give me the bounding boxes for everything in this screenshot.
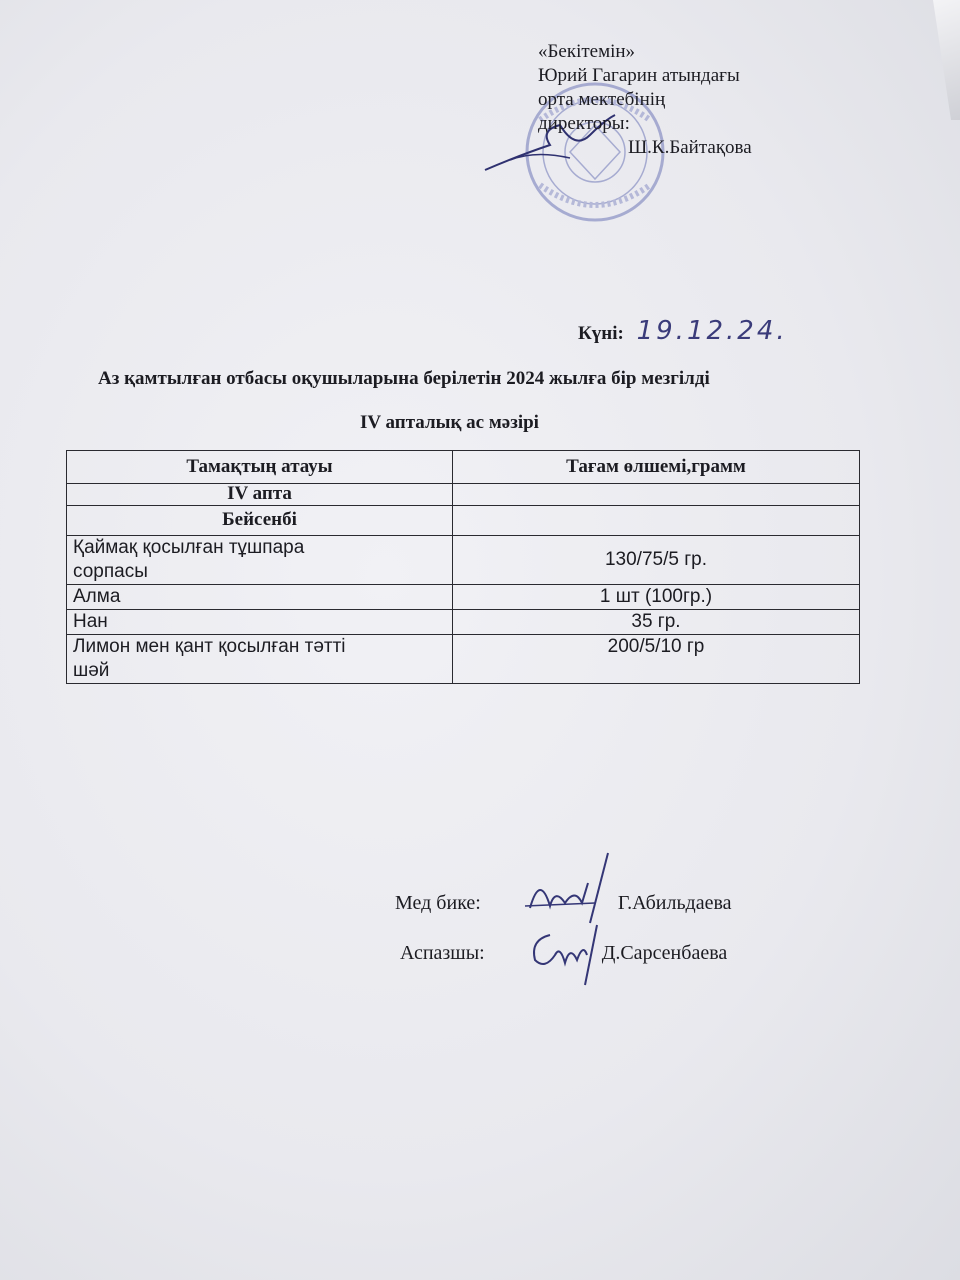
nurse-signature-row [395, 892, 732, 915]
week-empty-cell [453, 484, 860, 506]
nurse-name: Г.Абильдаева [617, 892, 732, 914]
dish-name: Нан [67, 610, 453, 635]
dish-name-line2: шәй [73, 660, 110, 681]
dish-name-line2: сорпасы [73, 561, 148, 582]
cook-signature-row [400, 942, 727, 965]
dish-amount: 1 шт (100гр.) [453, 585, 860, 610]
approval-heading: «Бекітемін» [538, 41, 636, 62]
dish-amount: 200/5/10 гр [453, 635, 860, 684]
day-empty-cell [453, 506, 860, 536]
week-label: IV апта [67, 484, 453, 506]
dish-name [67, 536, 453, 585]
approval-school-line1: Юрий Гагарин атындағы [538, 65, 740, 86]
date-value: 19.12.24. [636, 316, 788, 346]
cook-name: Д.Сарсенбаева [601, 942, 728, 964]
table-row [67, 585, 860, 610]
date-label: Күні: [578, 323, 624, 344]
dish-name-line1: Қаймақ қосылған тұшпара [73, 537, 305, 558]
dish-name-line1: Лимон мен қант қосылған тәтті [73, 636, 346, 657]
menu-table [66, 450, 860, 684]
document-title: Аз қамтылған отбасы оқушыларына берілетін 2024 жылға бір мезгілді [98, 368, 710, 389]
day-label: Бейсенбі [67, 506, 453, 536]
date-row [578, 316, 788, 346]
header-dish-name: Тамақтың атауы [67, 451, 453, 484]
header-portion-size: Тағам өлшемі,грамм [453, 451, 860, 484]
dish-name: Алма [67, 585, 453, 610]
dish-name [67, 635, 453, 684]
dish-amount: 130/75/5 гр. [453, 536, 860, 585]
week-row [67, 484, 860, 506]
document-subtitle: IV апталық ас мәзірі [360, 412, 539, 433]
dish-amount: 35 гр. [453, 610, 860, 635]
table-header-row [67, 451, 860, 484]
cook-label: Аспазшы: [400, 942, 485, 964]
table-row [67, 635, 860, 684]
table-row [67, 536, 860, 585]
approval-block [538, 40, 818, 160]
table-row [67, 610, 860, 635]
approval-school-line2: орта мектебінің [538, 89, 666, 110]
director-name: Ш.К.Байтақова [628, 137, 752, 158]
day-row [67, 506, 860, 536]
nurse-label: Мед бике: [395, 892, 481, 914]
approval-position: директоры: [538, 113, 630, 134]
